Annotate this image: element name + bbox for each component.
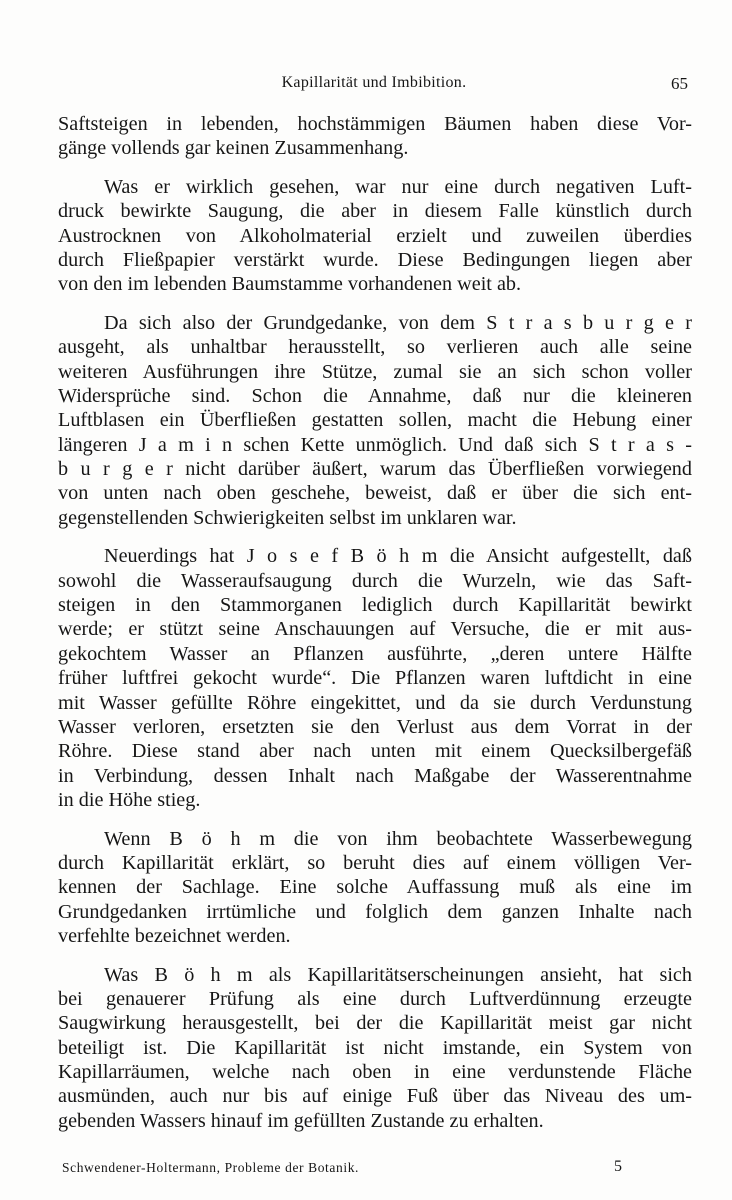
text-line: Grundgedanken irrtümliche und folglich dem ganzen Inhalte nach — [58, 900, 692, 923]
paragraph — [58, 827, 692, 949]
text-line: Röhre. Diese stand aber nach unten mit einem Quecksilbergefäß — [58, 740, 692, 763]
text-line: kennen der Sachlage. Eine solche Auffassung muß als eine im — [58, 876, 692, 899]
text-line: durch Fließpapier verstärkt wurde. Diese Bedingungen liegen aber — [58, 248, 692, 271]
text-line: gebenden Wassers hinauf im gefüllten Zustande zu erhalten. — [58, 1109, 544, 1132]
text-line: Neuerdings hat J o s e f B ö h m die Ansicht aufgestellt, daß — [104, 545, 692, 568]
text-line: ausmünden, auch nur bis auf einige Fuß über das Niveau des um- — [58, 1085, 692, 1108]
running-title: Kapillarität und Imbibition. — [281, 74, 467, 91]
paragraph — [58, 963, 692, 1134]
text-line: ausgeht, als unhaltbar herausstellt, so verlieren auch alle seine — [58, 336, 692, 359]
signature-mark: 5 — [614, 1158, 622, 1175]
text-line: verfehlte bezeichnet werden. — [58, 925, 291, 948]
paragraph — [58, 112, 692, 161]
page-header — [58, 72, 690, 96]
text-line: durch Kapillarität erklärt, so beruht dies auf einem völligen Ver- — [58, 851, 692, 874]
page-footer — [62, 1158, 622, 1180]
paragraph — [58, 544, 692, 812]
text-line: gänge vollends gar keinen Zusammenhang. — [58, 137, 409, 160]
text-line: in Verbindung, dessen Inhalt nach Maßgabe der Wasserentnahme — [58, 764, 692, 787]
text-line: längeren J a m i n schen Kette unmöglich. Und daß sich S t r a s - — [58, 433, 692, 456]
text-line: gekochtem Wasser an Pflanzen ausführte, „deren untere Hälfte — [58, 642, 692, 665]
text-line: b u r g e r nicht darüber äußert, warum das Überfließen vorwiegend — [58, 458, 692, 481]
paragraph — [58, 175, 692, 297]
text-line: weiteren Ausführungen ihre Stütze, zumal sie an sich schon voller — [58, 360, 692, 383]
text-line: druck bewirkte Saugung, die aber in diesem Falle künstlich durch — [58, 200, 692, 223]
text-line: früher luftfrei gekocht wurde“. Die Pflanzen waren luftdicht in eine — [58, 667, 692, 690]
text-line: Saugwirkung herausgestellt, bei der die Kapillarität meist gar nicht — [58, 1012, 692, 1035]
text-line: bei genauerer Prüfung als eine durch Luftverdünnung erzeugte — [58, 987, 692, 1010]
text-line: Wenn B ö h m die von ihm beobachtete Wasserbewegung — [104, 827, 692, 850]
text-line: Saftsteigen in lebenden, hochstämmigen Bäumen haben diese Vor- — [58, 113, 692, 135]
footer-citation: Schwendener-Holtermann, Probleme der Botanik. — [62, 1160, 360, 1175]
text-line: Widersprüche sind. Schon die Annahme, daß nur die kleineren — [58, 384, 692, 407]
page-number: 65 — [671, 74, 688, 93]
text-line: Was B ö h m als Kapillaritätserscheinungen ansieht, hat sich — [104, 963, 692, 986]
text-line: von unten nach oben geschehe, beweist, daß er über die sich ent- — [58, 482, 692, 505]
text-line: beteiligt ist. Die Kapillarität ist nicht imstande, ein System von — [58, 1036, 692, 1059]
text-line: Was er wirklich gesehen, war nur eine durch negativen Luft- — [104, 175, 692, 198]
text-line: werde; er stützt seine Anschauungen auf Versuche, die er mit aus- — [58, 618, 692, 641]
body-text — [58, 112, 692, 1147]
text-line: Wasser verloren, ersetzten sie den Verlust aus dem Vorrat in der — [58, 715, 692, 738]
text-line: gegenstellenden Schwierigkeiten selbst im unklaren war. — [58, 506, 517, 529]
text-line: Kapillarräumen, welche nach oben in eine verdunstende Fläche — [58, 1061, 692, 1084]
text-line: von den im lebenden Baumstamme vorhandenen weit ab. — [58, 273, 522, 296]
text-line: mit Wasser gefüllte Röhre eingekittet, und da sie durch Verdunstung — [58, 691, 692, 714]
text-line: in die Höhe stieg. — [58, 789, 201, 812]
text-line: Luftblasen ein Überfließen gestatten sollen, macht die Hebung einer — [58, 409, 692, 432]
text-line: Da sich also der Grundgedanke, von dem S t r a s b u r g e r — [104, 311, 692, 334]
text-line: steigen in den Stammorganen lediglich durch Kapillarität bewirkt — [58, 594, 692, 617]
text-line: Austrocknen von Alkoholmaterial erzielt und zuweilen überdies — [58, 224, 692, 247]
text-line: sowohl die Wasseraufsaugung durch die Wurzeln, wie das Saft- — [58, 569, 692, 592]
paragraph — [58, 311, 692, 531]
